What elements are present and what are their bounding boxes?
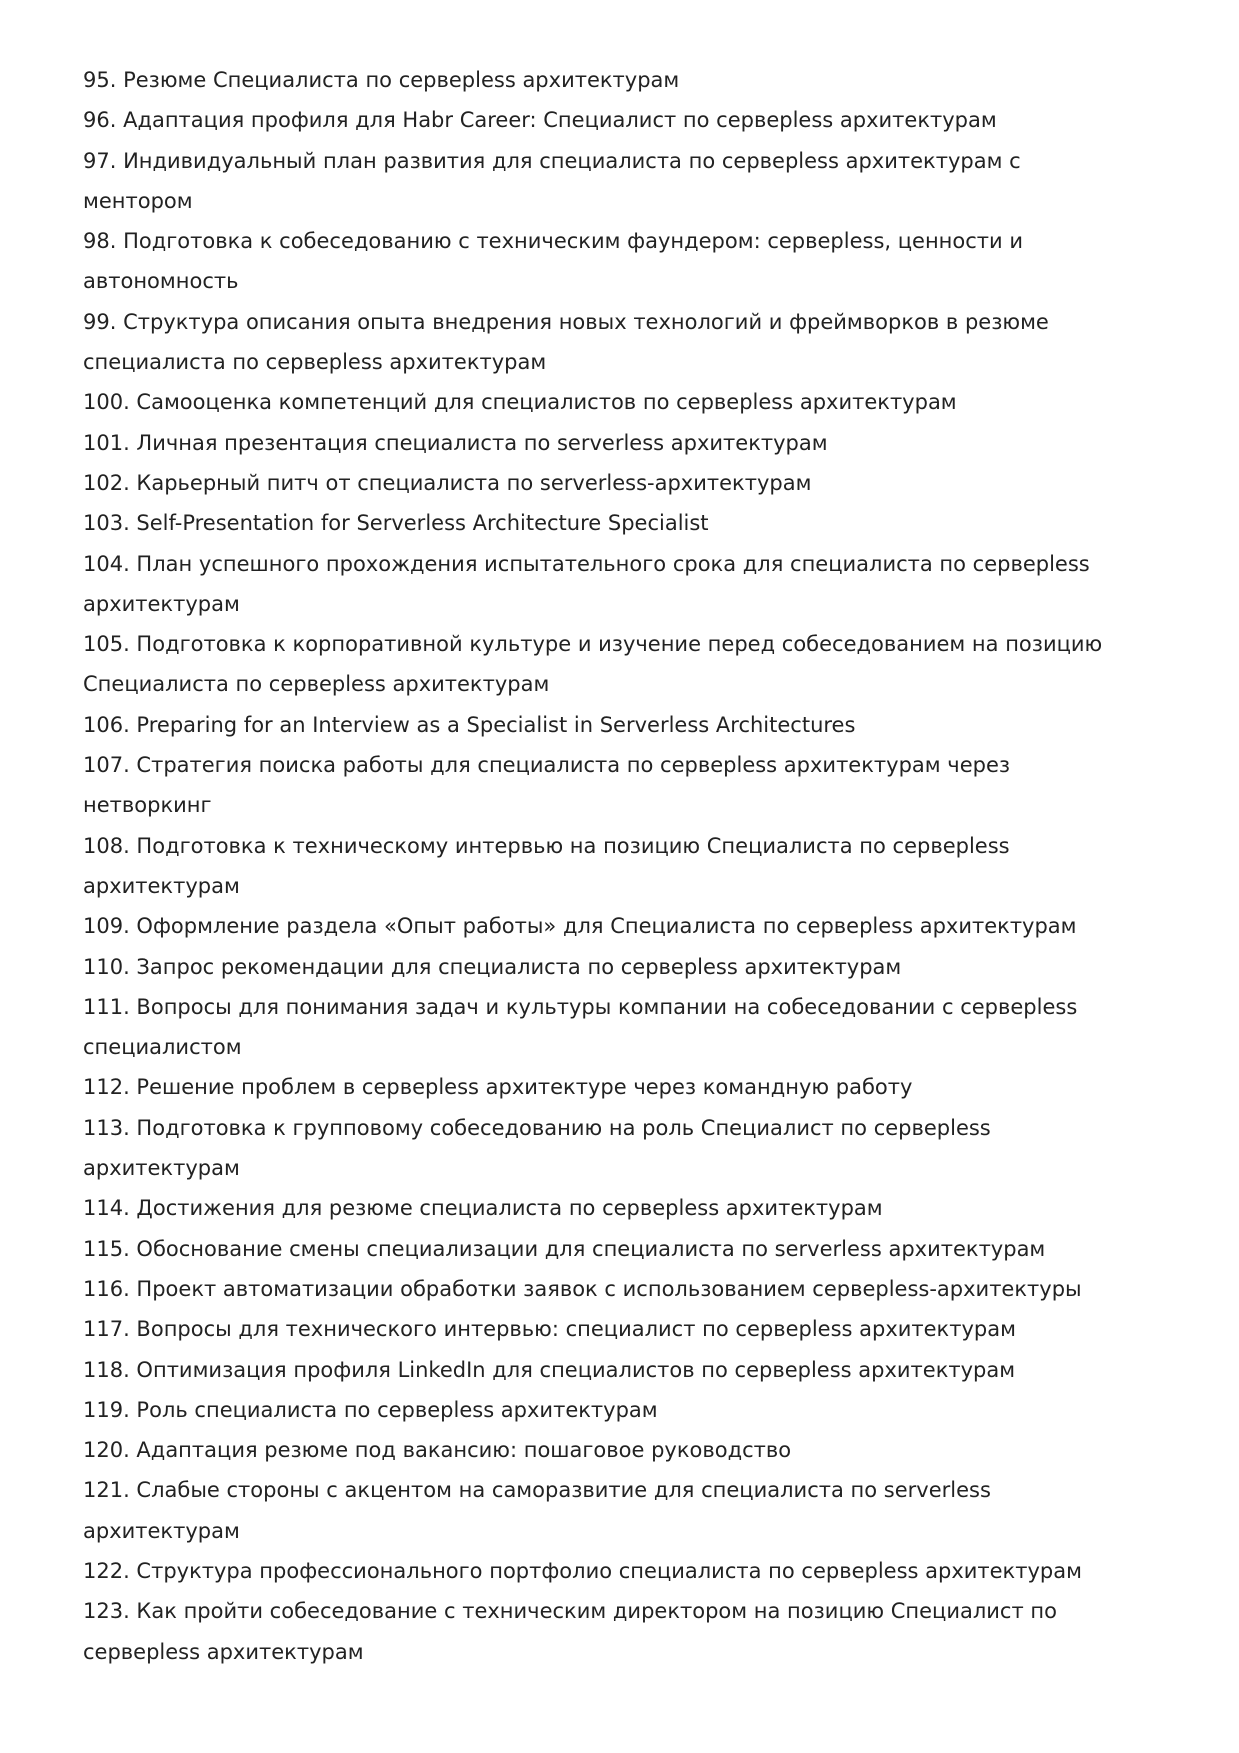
list-item-line: 96. Адаптация профиля для Habr Career: Специалист по серверless архитектурам [83,108,997,133]
list-item [83,423,1183,463]
list-item-line: 109. Оформление раздела «Опыт работы» для Специалиста по серверless архитектурам [83,914,1077,939]
list-item-line: 123. Как пройти собеседование с техническим директором на позицию Специалист по [83,1599,1057,1624]
list-item [83,302,1183,383]
list-item-line: архитектурам [83,873,240,898]
list-item-line: серверless архитектурам [83,1639,364,1664]
list-item-line: 112. Решение проблем в серверless архитектуре через командную работу [83,1075,913,1100]
list-item [83,503,1183,543]
list-item-line: 102. Карьерный питч от специалиста по serverless-архитектурам [83,470,812,495]
list-item-line: 108. Подготовка к техническому интервью на позицию Специалиста по серверless [83,833,1010,858]
list-item [83,1229,1183,1269]
list-item [83,705,1183,745]
list-item-line: автономность [83,269,239,294]
list-item [83,1309,1183,1349]
list-item-line: нетворкинг [83,793,212,818]
list-item-line: 106. Preparing for an Interview as a Specialist in Serverless Architectures [83,712,856,737]
list-item-line: специалистом [83,1035,242,1060]
list-item [83,1108,1183,1189]
list-item [83,1269,1183,1309]
list-item-line: 105. Подготовка к корпоративной культуре и изучение перед собеседованием на позицию [83,632,1103,657]
list-item [83,1390,1183,1430]
list-item-line: 121. Слабые стороны с акцентом на саморазвитие для специалиста по serverless [83,1478,991,1503]
list-item-line: 117. Вопросы для технического интервью: специалист по серверless архитектурам [83,1317,1016,1342]
list-item [83,1067,1183,1107]
list-item-line: 116. Проект автоматизации обработки заявок с использованием серверless-архитектуры [83,1276,1082,1301]
list-item [83,1350,1183,1390]
list-item-line: архитектурам [83,1518,240,1543]
list-item-line: 113. Подготовка к групповому собеседованию на роль Специалист по серверless [83,1115,991,1140]
list-item-line: специалиста по серверless архитектурам [83,350,547,375]
list-item-line: 95. Резюме Специалиста по серверless архитектурам [83,68,680,92]
list-item-line: 104. План успешного прохождения испытательного срока для специалиста по серверless [83,551,1090,576]
list-item-line: архитектурам [83,591,240,616]
list-item-line: 115. Обоснование смены специализации для специалиста по serverless архитектурам [83,1236,1046,1261]
list-item [83,1430,1183,1470]
list-item [83,1188,1183,1228]
list-item-line: 114. Достижения для резюме специалиста по серверless архитектурам [83,1196,883,1221]
list-item-line: Специалиста по серверless архитектурам [83,672,550,697]
list-item-line: 99. Структура описания опыта внедрения новых технологий и фреймворков в резюме [83,309,1049,334]
list-item-line: 111. Вопросы для понимания задач и культуры компании на собеседовании с серверless [83,994,1078,1019]
list-item-line: 98. Подготовка к собеседованию с техническим фаундером: серверless, ценности и [83,229,1024,254]
list-item-line: 118. Оптимизация профиля LinkedIn для специалистов по серверless архитектурам [83,1357,1016,1382]
list-item-line: 101. Личная презентация специалиста по serverless архитектурам [83,430,828,455]
list-item [83,60,1183,100]
list-item [83,624,1183,705]
list-item [83,100,1183,140]
list-item-line: 107. Стратегия поиска работы для специалиста по серверless архитектурам через [83,753,1011,778]
list-item-line: 103. Self-Presentation for Serverless Architecture Specialist [83,511,709,536]
list-item [83,826,1183,907]
list-item-line: 100. Самооценка компетенций для специалистов по серверless архитектурам [83,390,957,415]
list-item [83,1591,1183,1672]
list-item [83,463,1183,503]
document-page [83,60,1183,1672]
list-item [83,987,1183,1068]
list-item [83,1470,1183,1551]
list-item-line: 97. Индивидуальный план развития для специалиста по серверless архитектурам с [83,148,1021,173]
list-item [83,382,1183,422]
list-item [83,906,1183,946]
list-item [83,745,1183,826]
list-item-line: 110. Запрос рекомендации для специалиста по серверless архитектурам [83,954,902,979]
list-item-line: ментором [83,188,193,213]
list-item [83,1551,1183,1591]
list-item-line: 119. Роль специалиста по серверless архитектурам [83,1397,658,1422]
list-item-line: архитектурам [83,1156,240,1181]
list-item [83,947,1183,987]
list-item [83,141,1183,222]
list-item [83,221,1183,302]
list-item-line: 122. Структура профессионального портфолио специалиста по серверless архитектурам [83,1558,1082,1583]
list-item-line: 120. Адаптация резюме под вакансию: пошаговое руководство [83,1438,792,1463]
list-item [83,544,1183,625]
